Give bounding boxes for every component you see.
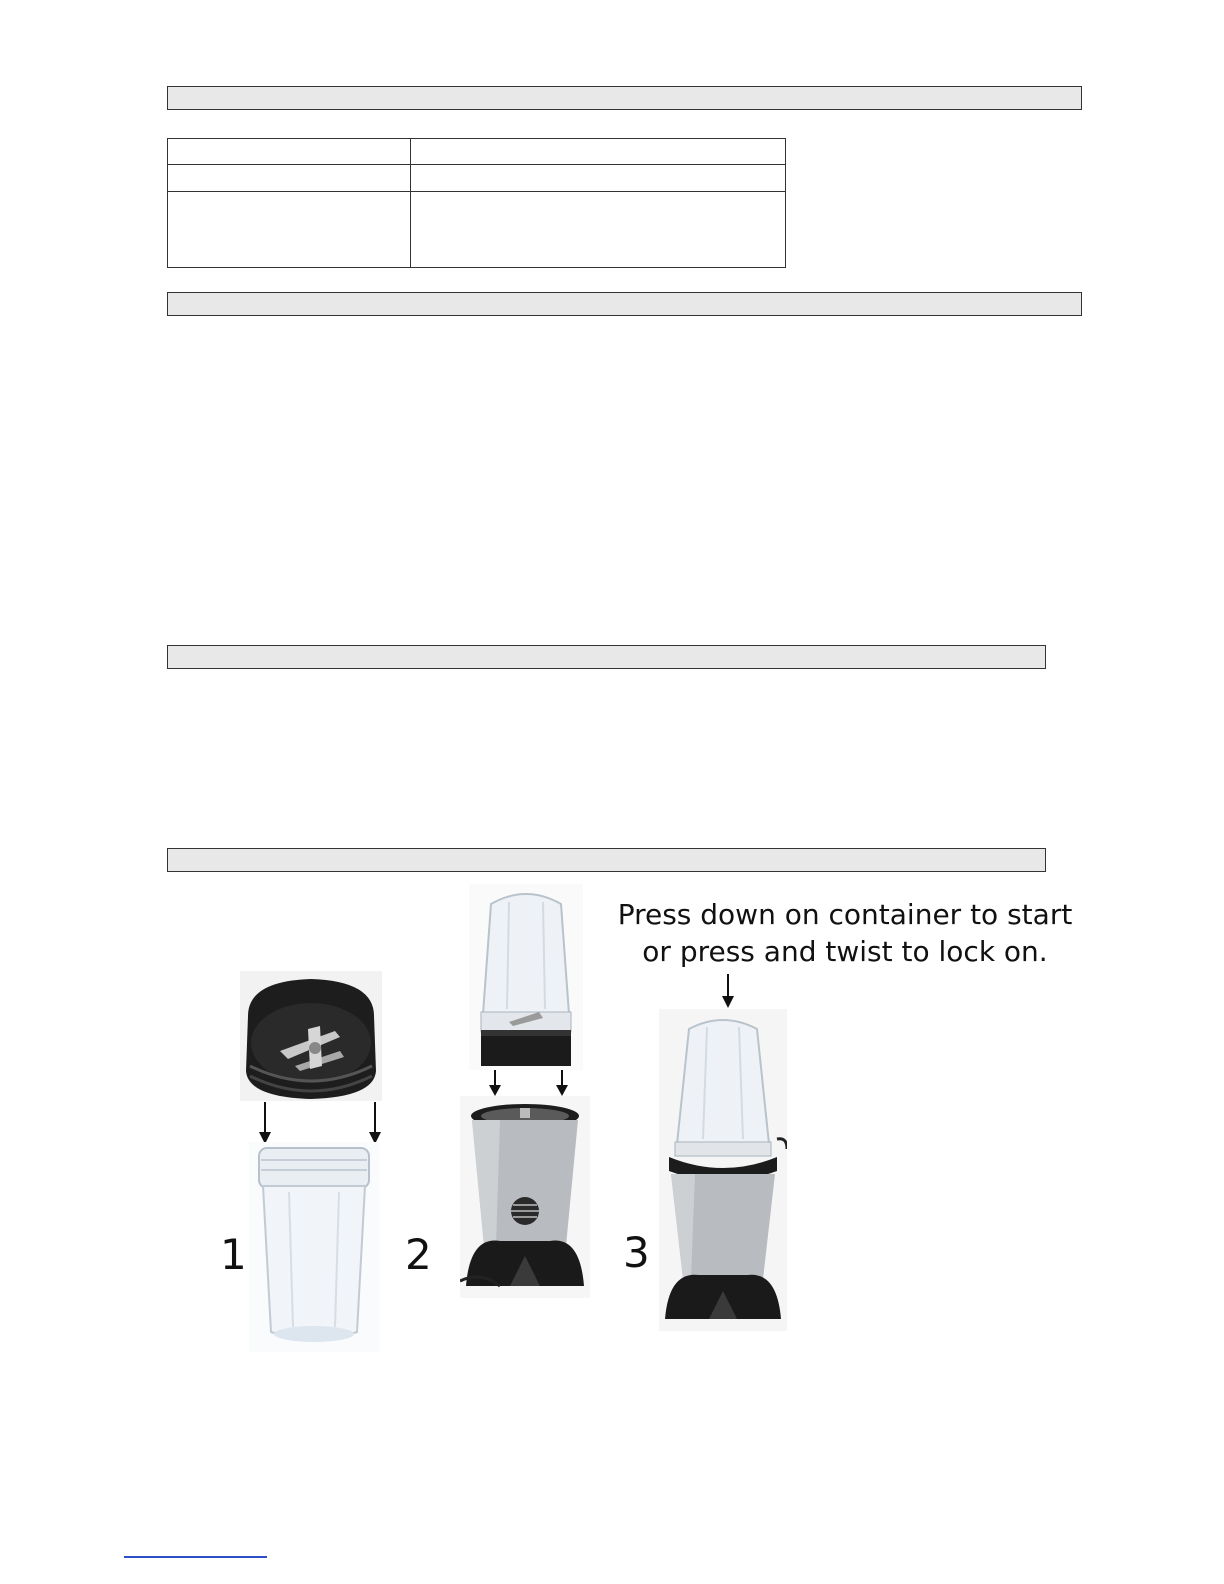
caption-line-2: or press and twist to lock on.: [642, 935, 1048, 968]
blade-base-photo: [240, 971, 382, 1101]
step-number-1: 1: [220, 1230, 247, 1279]
down-arrow-step-3: [718, 972, 738, 1010]
step-number-2: 2: [405, 1230, 432, 1279]
assembly-caption: [605, 896, 1085, 970]
table-row: [168, 139, 786, 165]
down-arrows-step-2: [485, 1068, 575, 1098]
spec-table: [167, 138, 786, 268]
table-cell: [411, 139, 786, 165]
down-arrows-step-1: [255, 1100, 385, 1146]
section-header-bar-2: [167, 292, 1082, 316]
step-number-3: 3: [623, 1228, 650, 1277]
footer-link-underline[interactable]: [124, 1556, 267, 1558]
table-row: [168, 192, 786, 268]
section-header-bar-4: [167, 848, 1046, 872]
cup-with-blade-photo: [469, 884, 583, 1070]
table-row: [168, 165, 786, 192]
caption-line-1: Press down on container to start: [617, 898, 1073, 931]
table-cell: [168, 139, 411, 165]
table-cell: [411, 192, 786, 268]
section-header-bar-3: [167, 645, 1046, 669]
assembled-blender-photo: [659, 1009, 787, 1331]
section-header-bar-1: [167, 86, 1082, 110]
table-cell: [168, 192, 411, 268]
motor-base-photo: [460, 1096, 590, 1298]
tall-cup-photo: [249, 1142, 379, 1352]
table-cell: [168, 165, 411, 192]
table-cell: [411, 165, 786, 192]
